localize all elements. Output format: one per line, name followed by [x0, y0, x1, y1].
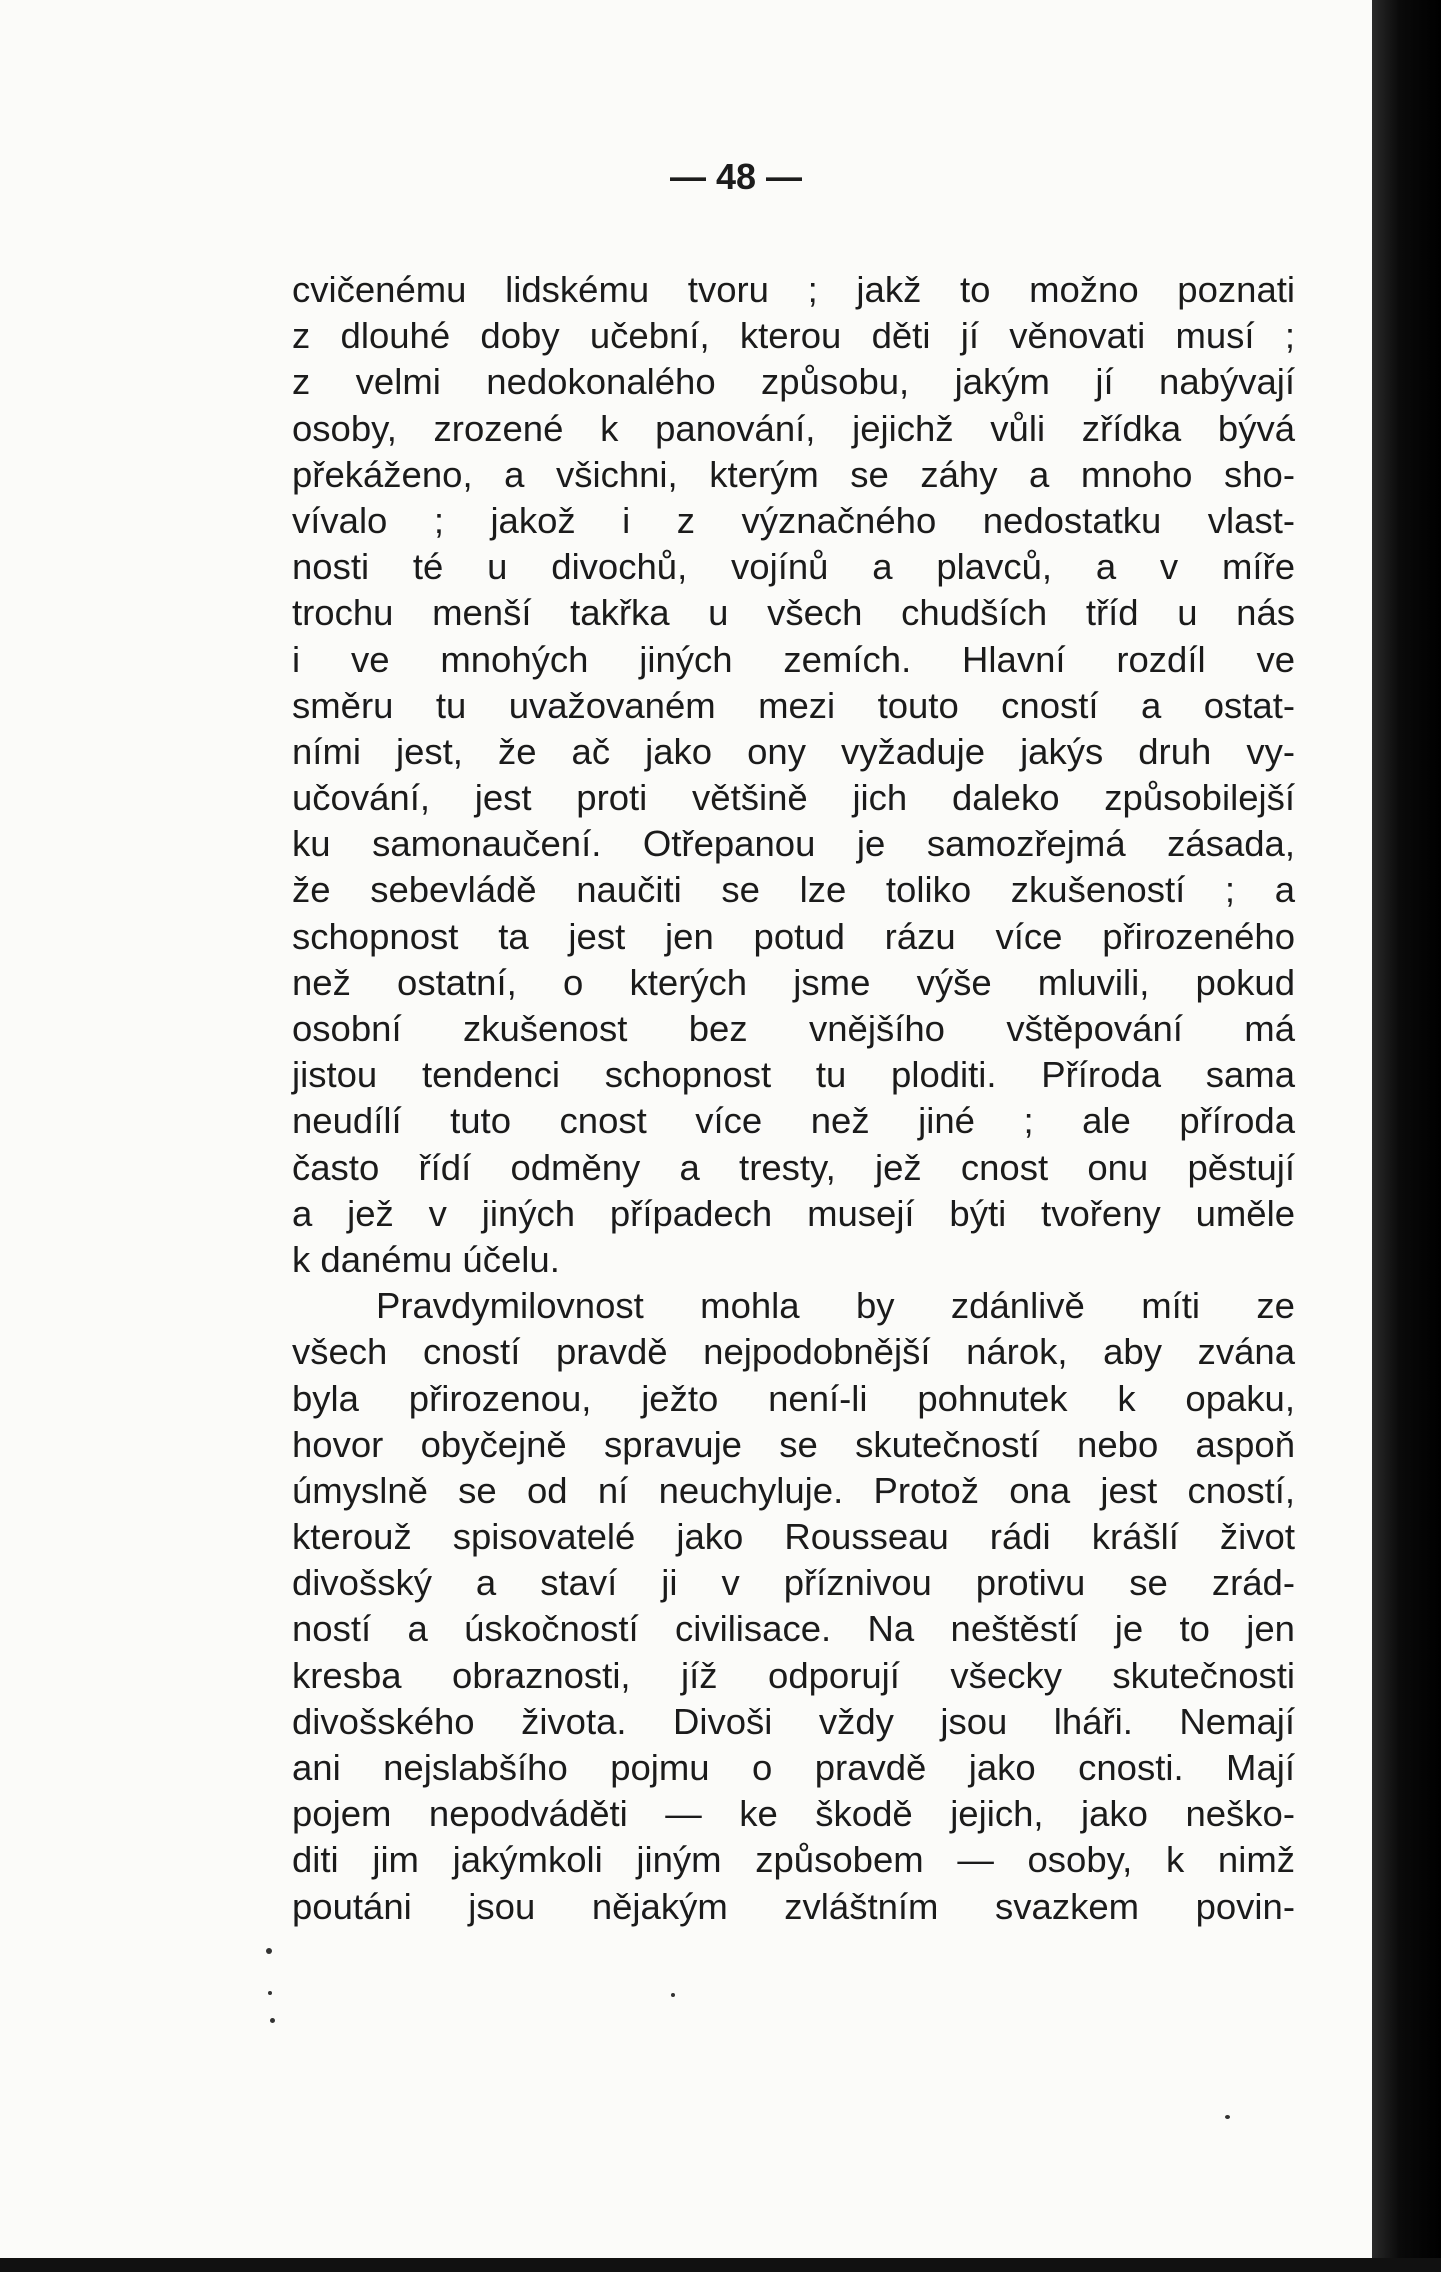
scan-edge [1372, 0, 1441, 2272]
page-number: — 48 — [669, 156, 803, 197]
text-line: cvičenému lidskému tvoru ; jakž to možno poznati [292, 269, 1295, 310]
text-line: překáženo, a všichni, kterým se záhy a mnoho sho- [292, 453, 1295, 495]
text-line: kresba obraznosti, jíž odporují všecky skutečnosti [292, 1654, 1295, 1696]
text-line: z velmi nedokonalého způsobu, jakým jí nabývají [292, 361, 1295, 403]
text-line: pojem nepodváděti — ke škodě jejich, jako neško- [292, 1793, 1295, 1835]
text-line: a jež v jiných případech musejí býti tvořeny uměle [292, 1192, 1295, 1234]
text-line: nosti té u divochů, vojínů a plavců, a v míře [292, 546, 1295, 588]
text-line: vívalo ; jakož i z význačného nedostatku vlast- [292, 499, 1295, 541]
text-line: ností a úskočností civilisace. Na neštěstí je to jen [292, 1608, 1295, 1650]
text-line: jistou tendenci schopnost tu ploditi. Příroda sama [292, 1054, 1295, 1096]
text-line: učování, jest proti většině jich daleko způsobilejší [292, 777, 1295, 819]
paper-speck [270, 2018, 275, 2023]
text-line: trochu menší takřka u všech chudších tříd u nás [292, 592, 1295, 634]
text-line: divošského života. Divoši vždy jsou lháři. Nemají [292, 1700, 1295, 1742]
text-line: hovor obyčejně spravuje se skutečností nebo aspoň [292, 1423, 1295, 1465]
text-line: že sebevládě naučiti se lze toliko zkušeností ; a [292, 869, 1295, 911]
paper-speck [268, 1991, 272, 1995]
text-line: divošský a staví ji v příznivou protivu se zrád- [292, 1562, 1295, 1604]
text-line: schopnost ta jest jen potud rázu více přirozeného [292, 915, 1295, 957]
text-line: ku samonaučení. Otřepanou je samozřejmá zásada, [292, 823, 1295, 865]
text-line: osobní zkušenost bez vnějšího vštěpování má [292, 1008, 1295, 1049]
text-line: z dlouhé doby učební, kterou děti jí věnovati musí ; [292, 315, 1295, 357]
text-line: než ostatní, o kterých jsme výše mluvili, pokud [292, 961, 1295, 1003]
paper-speck [671, 1993, 675, 1997]
text-line: diti jim jakýmkoli jiným způsobem — osoby, k nimž [292, 1839, 1295, 1881]
text-line: směru tu uvažovaném mezi touto cností a ostat- [292, 684, 1295, 726]
text-line: byla přirozenou, ježto není-li pohnutek k opaku, [292, 1377, 1295, 1419]
paper-speck [266, 1948, 272, 1954]
text-line: osoby, zrozené k panování, jejichž vůli zřídka bývá [292, 407, 1295, 449]
paper-speck [1225, 2115, 1230, 2119]
scan-bottom-edge [0, 2258, 1441, 2272]
body-text [292, 267, 1295, 1930]
text-line: úmyslně se od ní neuchyluje. Protož ona jest cností, [292, 1469, 1295, 1511]
text-line: neudílí tuto cnost více než jiné ; ale příroda [292, 1100, 1295, 1142]
text-line: kterouž spisovatelé jako Rousseau rádi krášlí život [292, 1516, 1295, 1558]
text-line: ani nejslabšího pojmu o pravdě jako cnosti. Mají [292, 1747, 1295, 1788]
paragraph-start-line: Pravdymilovnost mohla by zdánlivě míti ze [376, 1285, 1295, 1327]
text-line: často řídí odměny a tresty, jež cnost onu pěstují [292, 1146, 1295, 1188]
text-line: poutáni jsou nějakým zvláštním svazkem povin- [292, 1885, 1295, 1927]
paragraph-end-line: k danému účelu. [292, 1238, 560, 1280]
text-line: i ve mnohých jiných zemích. Hlavní rozdíl ve [292, 638, 1295, 680]
text-line: všech cností pravdě nejpodobnější nárok, aby zvána [292, 1331, 1295, 1373]
text-line: ními jest, že ač jako ony vyžaduje jakýs druh vy- [292, 730, 1295, 772]
